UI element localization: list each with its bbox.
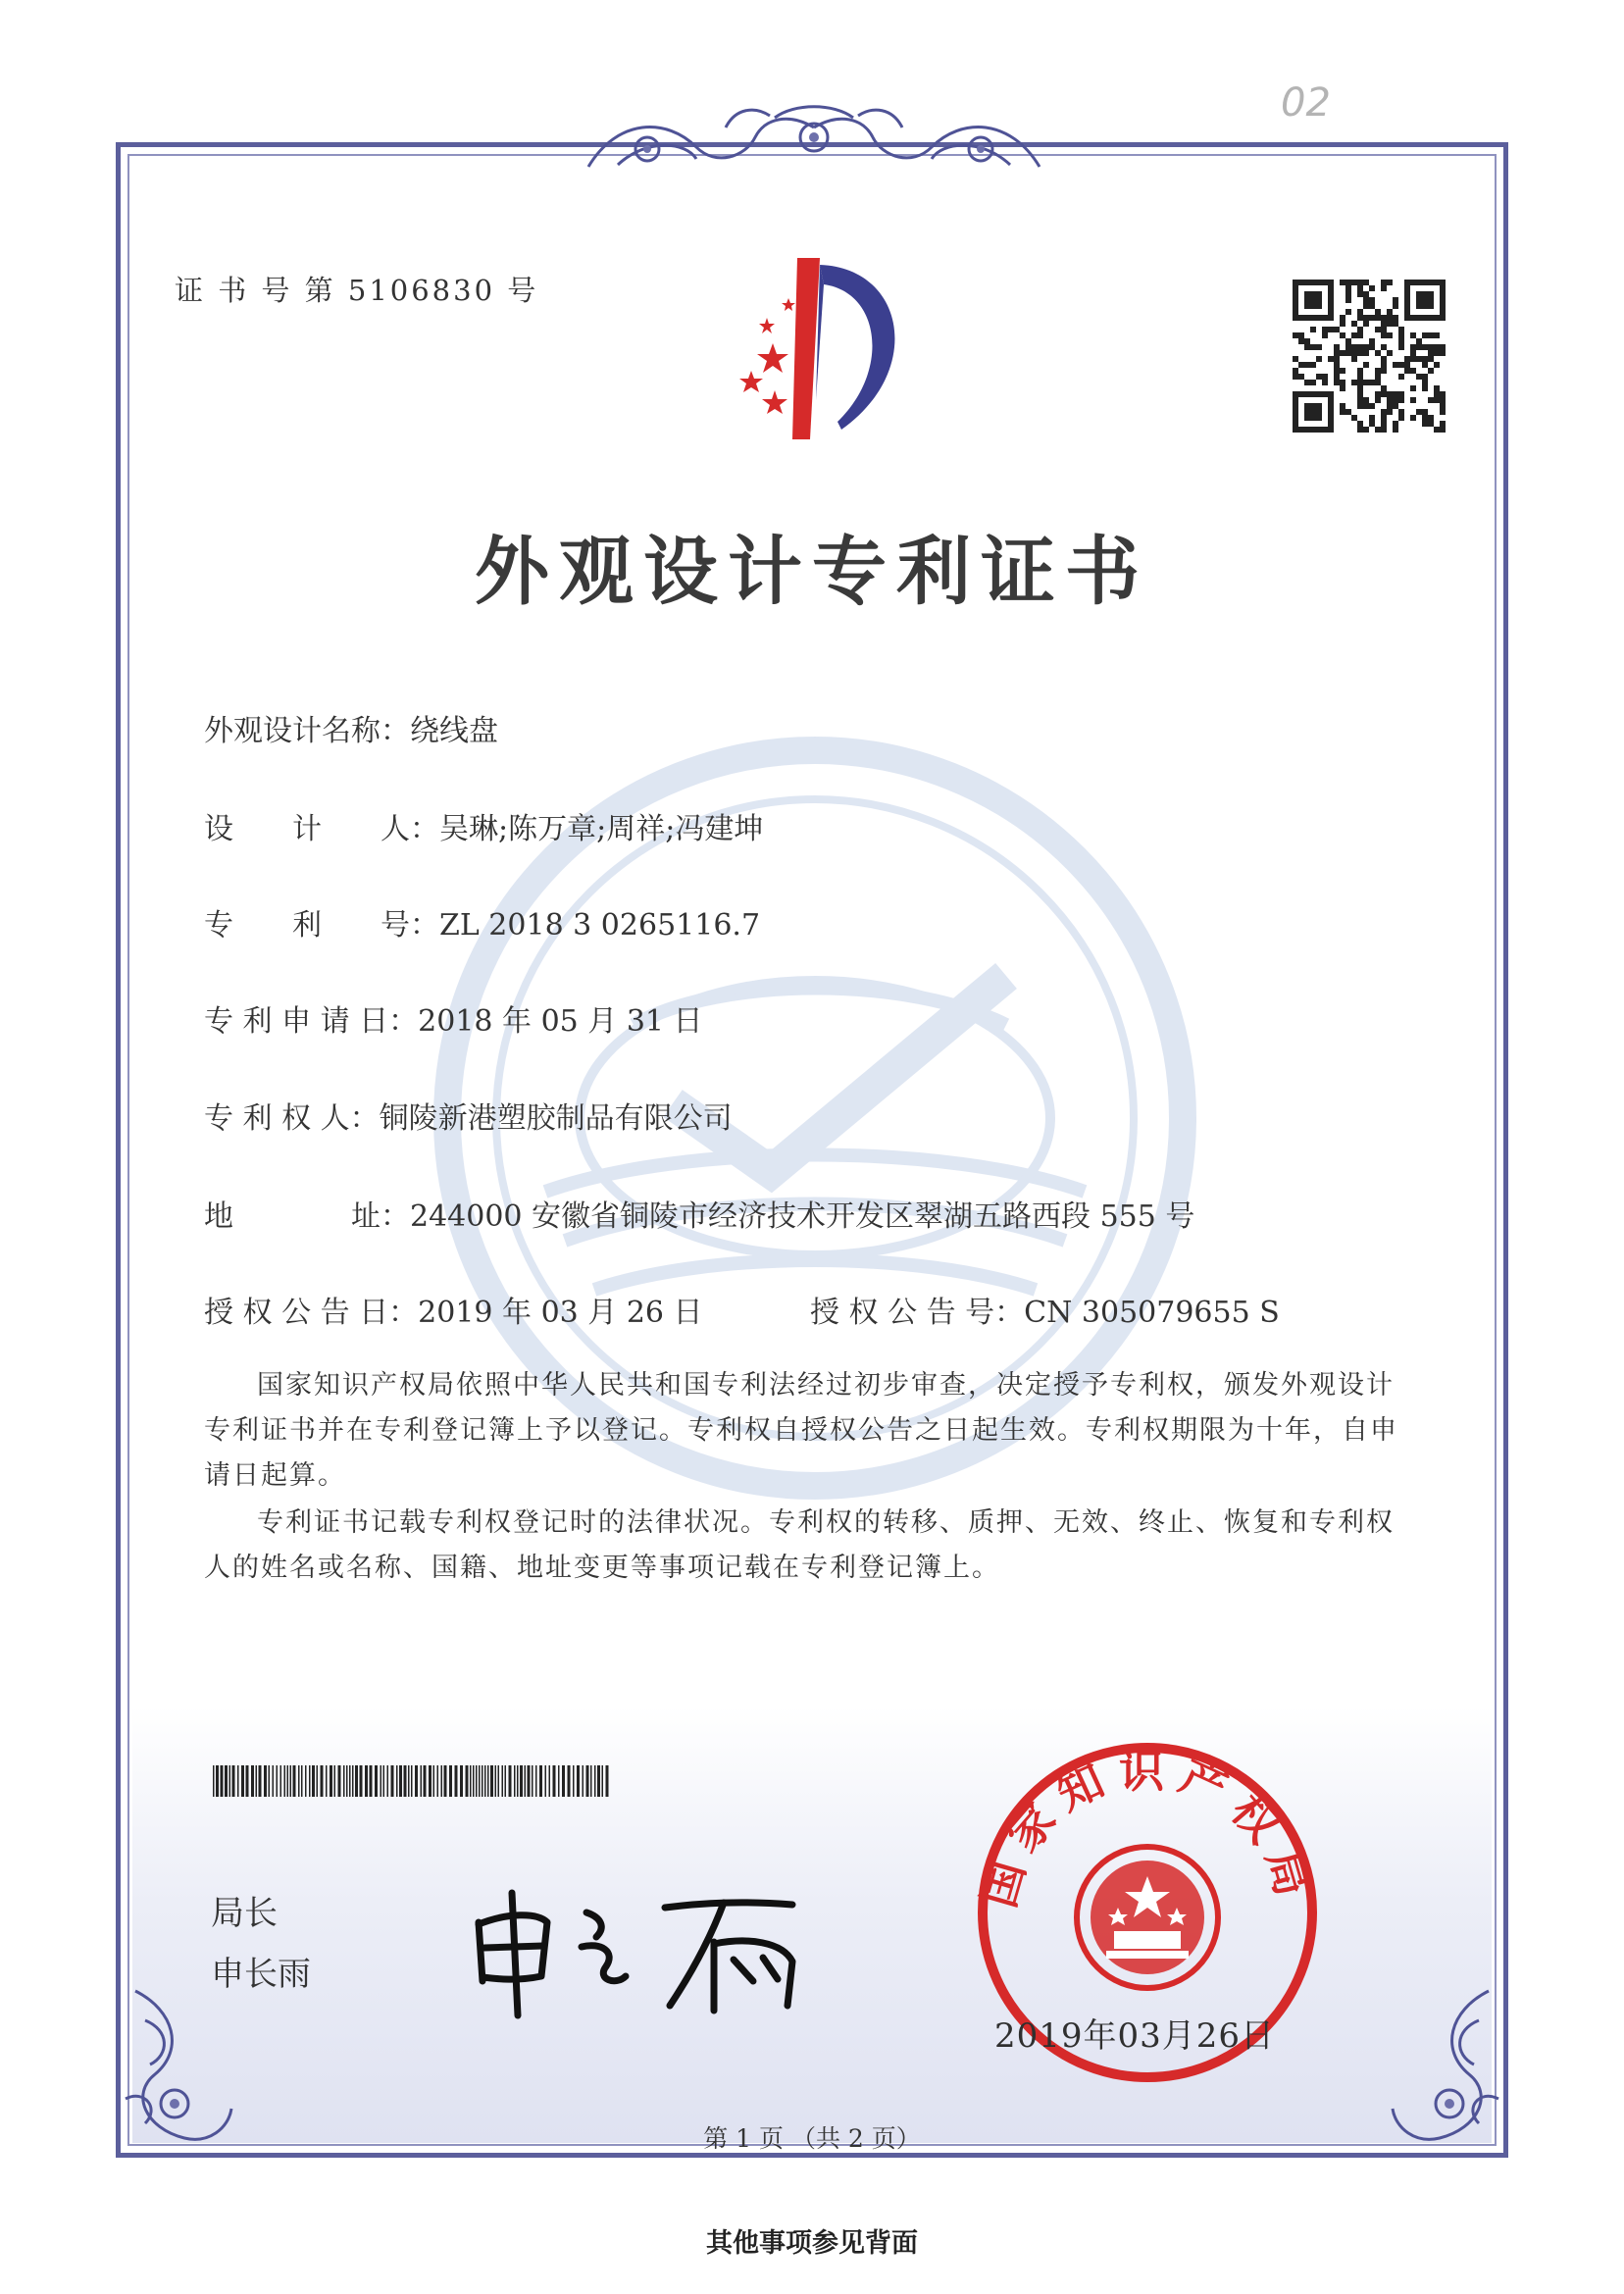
footer-note: 其他事项参见背面	[706, 2228, 918, 2259]
handwritten-signature	[469, 1883, 822, 2020]
qr-code	[1293, 280, 1446, 436]
signer-title: 局长	[211, 1894, 278, 1933]
certificate-number: 证 书 号 第 5106830 号	[175, 274, 539, 307]
address-value: 244000 安徽省铜陵市经济技术开发区翠湖五路西段 555 号	[410, 1199, 1195, 1234]
grant-date-row	[204, 1288, 703, 1331]
grant-publication-value: CN 305079655 S	[1024, 1296, 1280, 1330]
filing-date-value: 2018 年 05 月 31 日	[418, 1004, 703, 1039]
page-number: 第 1 页 （共 2 页）	[703, 2124, 921, 2153]
seal-text: 国家知识产权局	[971, 1745, 1324, 1913]
barcode	[213, 1765, 615, 1801]
grant-date-label: 授 权 公 告 日：	[204, 1296, 419, 1330]
signature-block	[211, 1883, 311, 2005]
seal-date: 2019年03月26日	[994, 2016, 1276, 2056]
statement-text-2: 专利证书记载专利权登记时的法律状况。专利权的转移、质押、无效、终止、恢复和专利权人的姓名或名称、国籍、地址变更等事项记载在专利登记簿上。	[204, 1507, 1395, 1583]
cnipa-logo	[694, 253, 939, 453]
grant-publication-label: 授 权 公 告 号：	[810, 1296, 1025, 1330]
top-ornament	[579, 98, 1049, 186]
statement-paragraph-1	[204, 1363, 1416, 1499]
patent-number-value: ZL 2018 3 0265116.7	[439, 908, 761, 943]
patent-number-label: 专 利 号：	[204, 908, 439, 943]
designers-value: 吴琳;陈万章;周祥;冯建坤	[439, 812, 764, 846]
patentee-value: 铜陵新港塑胶制品有限公司	[379, 1101, 733, 1136]
designers-label: 设 计 人：	[204, 812, 439, 846]
patent-number-row	[204, 900, 760, 943]
address-label: 地 址：	[204, 1199, 410, 1234]
filing-date-row	[204, 996, 703, 1040]
signer-name: 申长雨	[211, 1955, 311, 1994]
filing-date-label: 专 利 申 请 日：	[204, 1004, 419, 1039]
grant-publication-row	[810, 1288, 1280, 1331]
design-name-label: 外观设计名称：	[204, 714, 410, 748]
design-name-value: 绕线盘	[410, 714, 498, 748]
address-row	[204, 1192, 1194, 1235]
certificate-title: 外观设计专利证书	[475, 528, 1149, 615]
design-name-row	[204, 706, 498, 749]
handwritten-page-mark: 02	[1281, 80, 1331, 126]
patentee-label: 专 利 权 人：	[204, 1101, 380, 1136]
statement-paragraph-2	[204, 1501, 1416, 1591]
grant-date-value: 2019 年 03 月 26 日	[418, 1296, 703, 1330]
patentee-row	[204, 1094, 733, 1137]
designers-row	[204, 804, 763, 847]
statement-text-1: 国家知识产权局依照中华人民共和国专利法经过初步审查，决定授予专利权，颁发外观设计专利证书并在专利登记簿上予以登记。专利权自授权公告之日起生效。专利权期限为十年，自申请日起算。	[204, 1370, 1398, 1491]
